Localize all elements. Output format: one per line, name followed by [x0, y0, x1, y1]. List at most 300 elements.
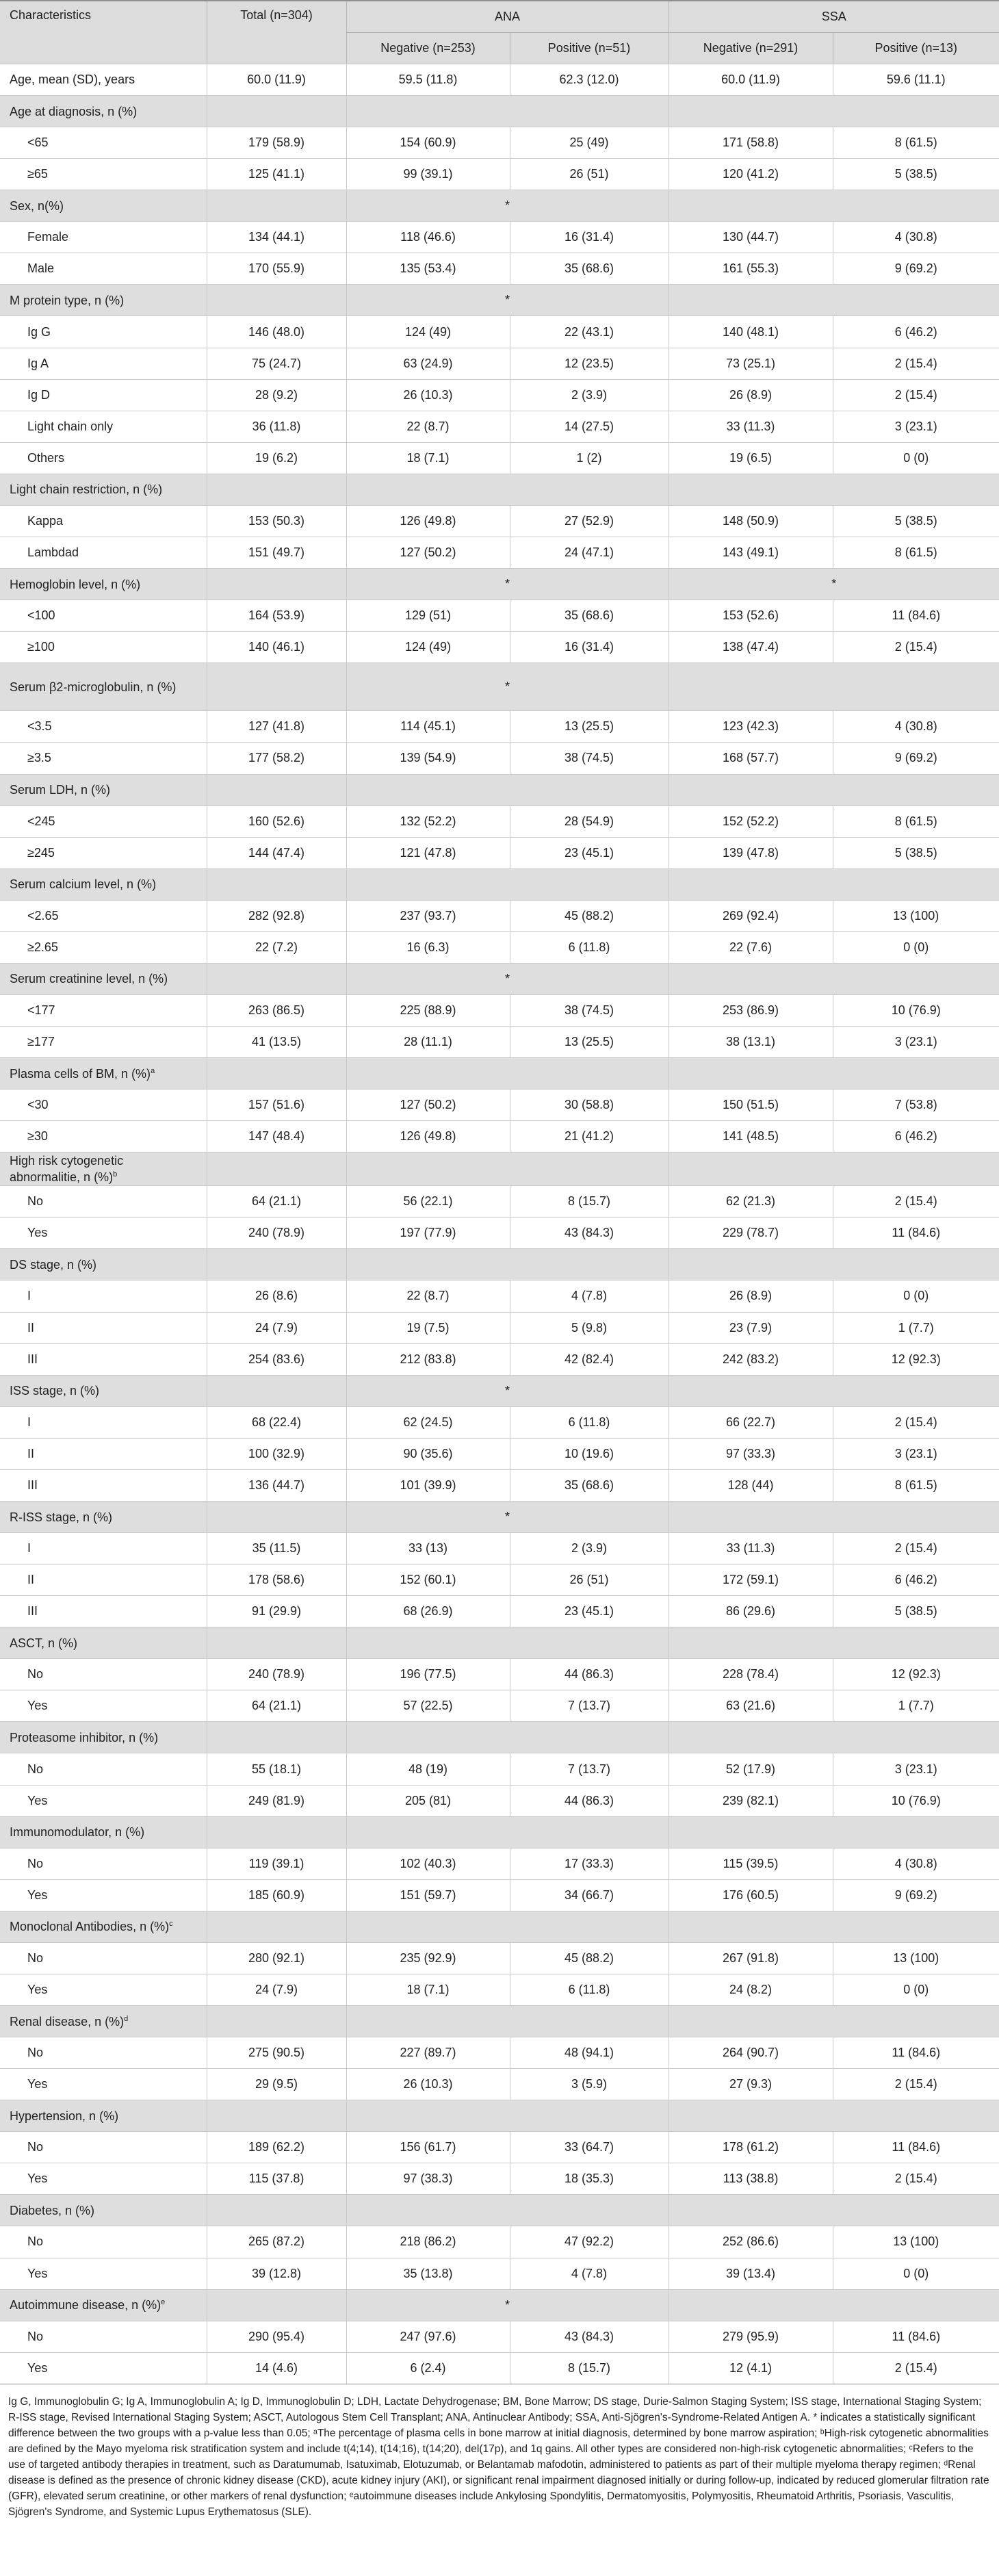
row-label: ≥3.5 [0, 743, 207, 774]
section-label [0, 1722, 207, 1753]
cell-ana-neg: 132 (52.2) [346, 806, 510, 837]
ana-significance-mark: * [346, 1502, 669, 1533]
row-label: Lambdad [0, 537, 207, 569]
cell-ssa-pos: 4 (30.8) [833, 1848, 999, 1879]
ssa-significance-mark [669, 2006, 999, 2037]
ana-significance-mark [346, 2195, 669, 2226]
cell-ana-neg: 205 (81) [346, 1785, 510, 1816]
cell-ana-pos: 38 (74.5) [510, 994, 669, 1026]
cell-ssa-pos: 59.6 (11.1) [833, 64, 999, 96]
cell-ssa-neg: 264 (90.7) [669, 2037, 833, 2069]
row-label: Yes [0, 1785, 207, 1816]
row-label: No [0, 1186, 207, 1218]
cell-total: 147 (48.4) [207, 1121, 346, 1152]
row-label: Yes [0, 2352, 207, 2384]
ana-significance-mark: * [346, 569, 669, 600]
ana-significance-mark [346, 1152, 669, 1186]
cell-ssa-pos: 8 (61.5) [833, 127, 999, 159]
row-label: <177 [0, 994, 207, 1026]
section-label [0, 774, 207, 806]
cell-ana-neg: 90 (35.6) [346, 1438, 510, 1469]
cell-ssa-neg: 228 (78.4) [669, 1659, 833, 1690]
row-label: III [0, 1469, 207, 1501]
cell-ana-pos: 6 (11.8) [510, 931, 669, 963]
cell-ssa-pos: 0 (0) [833, 1974, 999, 2005]
table-row [0, 1659, 999, 1690]
section-label-text: R-ISS stage, n (%) [10, 1510, 113, 1524]
cell-ana-neg: 121 (47.8) [346, 837, 510, 868]
cell-ssa-neg: 24 (8.2) [669, 1974, 833, 2005]
row-label: Yes [0, 1690, 207, 1722]
footnote-marker: e [161, 2298, 166, 2307]
cell-total: 263 (86.5) [207, 994, 346, 1026]
section-row [0, 2100, 999, 2132]
section-total-cell [207, 1152, 346, 1186]
cell-total: 55 (18.1) [207, 1753, 346, 1785]
row-label: III [0, 1343, 207, 1375]
cell-total: 240 (78.9) [207, 1218, 346, 1249]
cell-total: 64 (21.1) [207, 1690, 346, 1722]
section-label [0, 1816, 207, 1848]
table-row [0, 1438, 999, 1469]
cell-ana-pos: 27 (52.9) [510, 505, 669, 537]
table-row [0, 253, 999, 285]
cell-ssa-neg: 172 (59.1) [669, 1564, 833, 1596]
section-label [0, 1375, 207, 1406]
cell-ana-neg: 18 (7.1) [346, 442, 510, 474]
cell-ana-pos: 2 (3.9) [510, 1533, 669, 1564]
cell-ssa-neg: 171 (58.8) [669, 127, 833, 159]
cell-ana-neg: 56 (22.1) [346, 1186, 510, 1218]
cell-total: 22 (7.2) [207, 931, 346, 963]
cell-total: 36 (11.8) [207, 411, 346, 442]
cell-ssa-neg: 140 (48.1) [669, 316, 833, 348]
cell-total: 178 (58.6) [207, 1564, 346, 1596]
cell-ssa-neg: 39 (13.4) [669, 2258, 833, 2289]
footnote-marker: d [124, 2014, 129, 2023]
row-label: ≥245 [0, 837, 207, 868]
ssa-significance-mark [669, 285, 999, 316]
cell-ssa-pos: 0 (0) [833, 1280, 999, 1312]
cell-ssa-pos: 6 (46.2) [833, 316, 999, 348]
table-row [0, 159, 999, 190]
cell-ssa-neg: 33 (11.3) [669, 1533, 833, 1564]
table-row [0, 806, 999, 837]
row-label: <100 [0, 600, 207, 632]
row-label: Yes [0, 2163, 207, 2195]
cell-ssa-neg: 66 (22.7) [669, 1406, 833, 1438]
cell-ana-neg: 127 (50.2) [346, 1090, 510, 1121]
cell-total: 146 (48.0) [207, 316, 346, 348]
section-label [0, 2100, 207, 2132]
table-row [0, 1974, 999, 2005]
ana-significance-mark [346, 1911, 669, 1942]
cell-ana-pos: 26 (51) [510, 1564, 669, 1596]
section-label [0, 663, 207, 711]
section-label [0, 1152, 207, 1186]
cell-ana-pos: 25 (49) [510, 127, 669, 159]
cell-ana-pos: 5 (9.8) [510, 1312, 669, 1343]
section-label [0, 1502, 207, 1533]
section-label-text: Serum LDH, n (%) [10, 783, 111, 797]
section-label-text: Monoclonal Antibodies, n (%) [10, 1920, 170, 1934]
cell-total: 254 (83.6) [207, 1343, 346, 1375]
section-row [0, 963, 999, 994]
section-label-text: Autoimmune disease, n (%) [10, 2298, 161, 2313]
cell-ssa-pos: 2 (15.4) [833, 348, 999, 379]
section-label-text: High risk cytogenetic abnormalitie, n (%) [10, 1154, 124, 1185]
header-total: Total (n=304) [207, 1, 346, 64]
table-row [0, 1753, 999, 1785]
cell-ssa-pos: 5 (38.5) [833, 1596, 999, 1627]
ana-significance-mark [346, 2100, 669, 2132]
section-total-cell [207, 1058, 346, 1090]
row-label: ≥2.65 [0, 931, 207, 963]
cell-total: 26 (8.6) [207, 1280, 346, 1312]
header-ana-positive: Positive (n=51) [510, 33, 669, 64]
section-total-cell [207, 2289, 346, 2321]
ssa-significance-mark [669, 1722, 999, 1753]
cell-ssa-neg: 38 (13.1) [669, 1026, 833, 1057]
row-label: ≥65 [0, 159, 207, 190]
cell-ssa-neg: 120 (41.2) [669, 159, 833, 190]
section-label [0, 190, 207, 222]
cell-ana-neg: 26 (10.3) [346, 379, 510, 411]
cell-ssa-pos: 12 (92.3) [833, 1659, 999, 1690]
table-row [0, 1121, 999, 1152]
cell-ssa-neg: 161 (55.3) [669, 253, 833, 285]
cell-ana-pos: 45 (88.2) [510, 1942, 669, 1974]
cell-ana-neg: 152 (60.1) [346, 1564, 510, 1596]
cell-ana-pos: 48 (94.1) [510, 2037, 669, 2069]
section-label-text: Sex, n(%) [10, 198, 64, 213]
cell-ana-pos: 43 (84.3) [510, 1218, 669, 1249]
cell-ana-pos: 13 (25.5) [510, 711, 669, 743]
cell-ana-neg: 154 (60.9) [346, 127, 510, 159]
section-row [0, 1249, 999, 1280]
row-label: Ig D [0, 379, 207, 411]
ssa-significance-mark [669, 96, 999, 127]
cell-total: 275 (90.5) [207, 2037, 346, 2069]
ana-significance-mark [346, 1249, 669, 1280]
table-row [0, 222, 999, 253]
section-row [0, 96, 999, 127]
cell-ssa-pos: 11 (84.6) [833, 2132, 999, 2163]
cell-ana-pos: 44 (86.3) [510, 1659, 669, 1690]
cell-ana-neg: 139 (54.9) [346, 743, 510, 774]
cell-ssa-pos: 3 (23.1) [833, 1438, 999, 1469]
cell-ssa-pos: 11 (84.6) [833, 2037, 999, 2069]
section-row [0, 1502, 999, 1533]
cell-total: 125 (41.1) [207, 159, 346, 190]
header-ssa-negative: Negative (n=291) [669, 33, 833, 64]
cell-ana-neg: 99 (39.1) [346, 159, 510, 190]
row-label: <245 [0, 806, 207, 837]
section-total-cell [207, 774, 346, 806]
cell-ssa-neg: 168 (57.7) [669, 743, 833, 774]
table-row [0, 837, 999, 868]
table-row [0, 411, 999, 442]
table-row [0, 994, 999, 1026]
section-row [0, 663, 999, 711]
cell-ana-neg: 16 (6.3) [346, 931, 510, 963]
cell-ana-pos: 14 (27.5) [510, 411, 669, 442]
table-row [0, 1090, 999, 1121]
cell-ssa-pos: 9 (69.2) [833, 253, 999, 285]
cell-ana-neg: 197 (77.9) [346, 1218, 510, 1249]
section-total-cell [207, 96, 346, 127]
cell-total: 24 (7.9) [207, 1974, 346, 2005]
table-row [0, 600, 999, 632]
table-row [0, 632, 999, 663]
header-ana-negative: Negative (n=253) [346, 33, 510, 64]
section-label [0, 96, 207, 127]
cell-ana-pos: 2 (3.9) [510, 379, 669, 411]
cell-ssa-pos: 2 (15.4) [833, 2163, 999, 2195]
table-header [0, 1, 999, 64]
cell-ana-neg: 118 (46.6) [346, 222, 510, 253]
table-row [0, 1280, 999, 1312]
table-row [0, 1218, 999, 1249]
row-label: No [0, 1848, 207, 1879]
cell-ana-neg: 237 (93.7) [346, 900, 510, 931]
ssa-significance-mark [669, 1816, 999, 1848]
section-row [0, 2195, 999, 2226]
cell-ssa-neg: 130 (44.7) [669, 222, 833, 253]
cell-ana-pos: 13 (25.5) [510, 1026, 669, 1057]
cell-ana-neg: 63 (24.9) [346, 348, 510, 379]
cell-total: 280 (92.1) [207, 1942, 346, 1974]
cell-ssa-neg: 269 (92.4) [669, 900, 833, 931]
section-row [0, 190, 999, 222]
cell-total: 140 (46.1) [207, 632, 346, 663]
table-row [0, 1942, 999, 1974]
cell-ana-neg: 22 (8.7) [346, 1280, 510, 1312]
cell-ana-neg: 48 (19) [346, 1753, 510, 1785]
section-total-cell [207, 474, 346, 505]
cell-total: 19 (6.2) [207, 442, 346, 474]
row-label: Age, mean (SD), years [0, 64, 207, 96]
cell-ana-neg: 97 (38.3) [346, 2163, 510, 2195]
cell-ssa-pos: 0 (0) [833, 442, 999, 474]
cell-total: 91 (29.9) [207, 1596, 346, 1627]
section-total-cell [207, 1911, 346, 1942]
section-label-text: Serum creatinine level, n (%) [10, 972, 168, 986]
cell-ssa-neg: 279 (95.9) [669, 2321, 833, 2352]
section-label [0, 1911, 207, 1942]
cell-total: 28 (9.2) [207, 379, 346, 411]
cell-ssa-pos: 1 (7.7) [833, 1690, 999, 1722]
cell-ssa-neg: 33 (11.3) [669, 411, 833, 442]
table-row [0, 1469, 999, 1501]
cell-ssa-pos: 12 (92.3) [833, 1343, 999, 1375]
table-row [0, 711, 999, 743]
table-row [0, 2037, 999, 2069]
cell-ana-pos: 16 (31.4) [510, 222, 669, 253]
cell-ssa-pos: 8 (61.5) [833, 1469, 999, 1501]
row-label: I [0, 1280, 207, 1312]
row-label: I [0, 1533, 207, 1564]
section-label-text: Serum calcium level, n (%) [10, 877, 157, 892]
header-ssa-positive: Positive (n=13) [833, 33, 999, 64]
section-row [0, 2289, 999, 2321]
cell-ana-pos: 7 (13.7) [510, 1690, 669, 1722]
cell-ssa-pos: 0 (0) [833, 2258, 999, 2289]
section-label-text: Light chain restriction, n (%) [10, 482, 163, 497]
cell-ssa-neg: 22 (7.6) [669, 931, 833, 963]
ana-significance-mark: * [346, 285, 669, 316]
section-label [0, 474, 207, 505]
section-total-cell [207, 2100, 346, 2132]
section-total-cell [207, 1249, 346, 1280]
cell-ssa-pos: 9 (69.2) [833, 1879, 999, 1911]
row-label: <3.5 [0, 711, 207, 743]
row-label: No [0, 1753, 207, 1785]
row-label: Kappa [0, 505, 207, 537]
table-row [0, 1343, 999, 1375]
table-row [0, 537, 999, 569]
cell-ana-neg: 127 (50.2) [346, 537, 510, 569]
cell-ssa-neg: 26 (8.9) [669, 379, 833, 411]
table-row [0, 1533, 999, 1564]
table-footnote: Ig G, Immunoglobulin G; Ig A, Immunoglobulin A; Ig D, Immunoglobulin D; LDH, Lactate Dehydrogenase; BM, Bone Marrow; DS stage, Durie-Salmon Staging System; ISS stage, International Staging System; R-ISS stage, Revised International Staging System; ASCT, Autologous Stem Cell Transplant; ANA, Antinuclear Antibody; SSA, Anti-Sjögren's-Syndrome-Related Antigen A. * indicates a statistically significant difference between the two groups with a p-value less than 0.05; ᵃThe percentage of plasma cells in bone marrow at initial diagnosis, determined by bone marrow aspiration; ᵇHigh-risk cytogenetic abnormalities are defined by the Mayo myeloma risk stratification system and include t(4;14), t(14;16), t(14;20), del(17p), and 1q gains. All other types are considered non-high-risk cytogenetic abnormalities; ᶜRefers to the use of targeted antibody therapies in treatment, such as Daratumumab, Isatuximab, Elotuzumab, or Belantamab mafodotin, administered to patients as part of their multiple myeloma therapy regimen; ᵈRenal disease is defined as the presence of chronic kidney disease (CKD), acute kidney injury (AKI), or significant renal impairment diagnosed initially or during follow-up, indicated by reduced glomerular filtration rate (GFR), elevated serum creatinine, or other markers of renal dysfunction; ᵉautoimmune diseases include Ankylosing Spondylitis, Dermatomyositis, Polymyositis, Rheumatoid Arthritis, Psoriasis, Vasculitis, Sjögren's Syndrome, and Systemic Lupus Erythematosus (SLE). [8, 2395, 989, 2518]
section-row [0, 2006, 999, 2037]
ana-significance-mark [346, 774, 669, 806]
header-ssa: SSA [669, 1, 999, 33]
section-row [0, 774, 999, 806]
cell-ana-neg: 135 (53.4) [346, 253, 510, 285]
cell-ana-pos: 21 (41.2) [510, 1121, 669, 1152]
cell-total: 151 (49.7) [207, 537, 346, 569]
section-total-cell [207, 285, 346, 316]
cell-total: 119 (39.1) [207, 1848, 346, 1879]
cell-ssa-pos: 2 (15.4) [833, 632, 999, 663]
ana-significance-mark [346, 474, 669, 505]
ana-significance-mark [346, 1627, 669, 1659]
section-label-text: Renal disease, n (%) [10, 2014, 125, 2028]
cell-ssa-pos: 5 (38.5) [833, 837, 999, 868]
row-label: No [0, 2037, 207, 2069]
cell-ssa-neg: 176 (60.5) [669, 1879, 833, 1911]
section-label [0, 2195, 207, 2226]
ana-significance-mark [346, 1722, 669, 1753]
cell-ana-neg: 28 (11.1) [346, 1026, 510, 1057]
cell-ssa-pos: 6 (46.2) [833, 1564, 999, 1596]
section-total-cell [207, 1627, 346, 1659]
table-row [0, 931, 999, 963]
cell-ana-neg: 33 (13) [346, 1533, 510, 1564]
table-body [0, 64, 999, 2384]
cell-total: 157 (51.6) [207, 1090, 346, 1121]
cell-ana-pos: 23 (45.1) [510, 1596, 669, 1627]
cell-ana-pos: 1 (2) [510, 442, 669, 474]
cell-total: 179 (58.9) [207, 127, 346, 159]
section-label [0, 1249, 207, 1280]
cell-total: 153 (50.3) [207, 505, 346, 537]
cell-ana-pos: 62.3 (12.0) [510, 64, 669, 96]
cell-ana-neg: 227 (89.7) [346, 2037, 510, 2069]
row-label: Yes [0, 1218, 207, 1249]
cell-ana-neg: 212 (83.8) [346, 1343, 510, 1375]
cell-total: 127 (41.8) [207, 711, 346, 743]
footnote-marker: c [169, 1920, 173, 1929]
cell-ana-pos: 3 (5.9) [510, 2069, 669, 2100]
cell-ssa-neg: 152 (52.2) [669, 806, 833, 837]
ssa-significance-mark [669, 1152, 999, 1186]
section-label [0, 1058, 207, 1090]
ssa-significance-mark [669, 774, 999, 806]
section-total-cell [207, 868, 346, 900]
cell-total: 170 (55.9) [207, 253, 346, 285]
ana-significance-mark [346, 1816, 669, 1848]
cell-ssa-pos: 0 (0) [833, 931, 999, 963]
section-row [0, 1722, 999, 1753]
section-total-cell [207, 569, 346, 600]
cell-total: 68 (22.4) [207, 1406, 346, 1438]
cell-ssa-neg: 26 (8.9) [669, 1280, 833, 1312]
cell-total: 41 (13.5) [207, 1026, 346, 1057]
table-row [0, 348, 999, 379]
cell-ssa-pos: 3 (23.1) [833, 411, 999, 442]
cell-ana-pos: 18 (35.3) [510, 2163, 669, 2195]
row-label: Yes [0, 2069, 207, 2100]
cell-ana-pos: 8 (15.7) [510, 2352, 669, 2384]
cell-ssa-neg: 27 (9.3) [669, 2069, 833, 2100]
table-row [0, 1186, 999, 1218]
table-row [0, 743, 999, 774]
section-label-text: Serum β2-microglobulin, n (%) [10, 680, 177, 694]
table-row [0, 2352, 999, 2384]
cell-ssa-pos: 5 (38.5) [833, 159, 999, 190]
cell-ssa-pos: 2 (15.4) [833, 379, 999, 411]
row-label: No [0, 2321, 207, 2352]
row-label: Light chain only [0, 411, 207, 442]
row-label: II [0, 1564, 207, 1596]
section-row [0, 1058, 999, 1090]
cell-ana-neg: 114 (45.1) [346, 711, 510, 743]
cell-ana-neg: 57 (22.5) [346, 1690, 510, 1722]
cell-ana-pos: 35 (68.6) [510, 1469, 669, 1501]
cell-ana-neg: 129 (51) [346, 600, 510, 632]
cell-ssa-pos: 1 (7.7) [833, 1312, 999, 1343]
cell-total: 100 (32.9) [207, 1438, 346, 1469]
ana-significance-mark [346, 2006, 669, 2037]
cell-ssa-pos: 2 (15.4) [833, 1406, 999, 1438]
cell-ssa-neg: 239 (82.1) [669, 1785, 833, 1816]
cell-ana-neg: 102 (40.3) [346, 1848, 510, 1879]
ssa-significance-mark [669, 1627, 999, 1659]
row-label: Female [0, 222, 207, 253]
cell-total: 265 (87.2) [207, 2226, 346, 2258]
cell-ssa-pos: 3 (23.1) [833, 1753, 999, 1785]
table-row [0, 379, 999, 411]
row-label: <2.65 [0, 900, 207, 931]
cell-ana-neg: 19 (7.5) [346, 1312, 510, 1343]
ana-significance-mark: * [346, 963, 669, 994]
section-total-cell [207, 1722, 346, 1753]
cell-ssa-pos: 2 (15.4) [833, 1533, 999, 1564]
cell-total: 144 (47.4) [207, 837, 346, 868]
section-label-text: Hypertension, n (%) [10, 2109, 119, 2123]
section-total-cell [207, 1375, 346, 1406]
cell-ana-pos: 17 (33.3) [510, 1848, 669, 1879]
row-label: ≥100 [0, 632, 207, 663]
cell-ssa-neg: 128 (44) [669, 1469, 833, 1501]
cell-ssa-neg: 253 (86.9) [669, 994, 833, 1026]
cell-ana-pos: 6 (11.8) [510, 1974, 669, 2005]
section-label-text: Age at diagnosis, n (%) [10, 104, 138, 118]
ssa-significance-mark [669, 1911, 999, 1942]
